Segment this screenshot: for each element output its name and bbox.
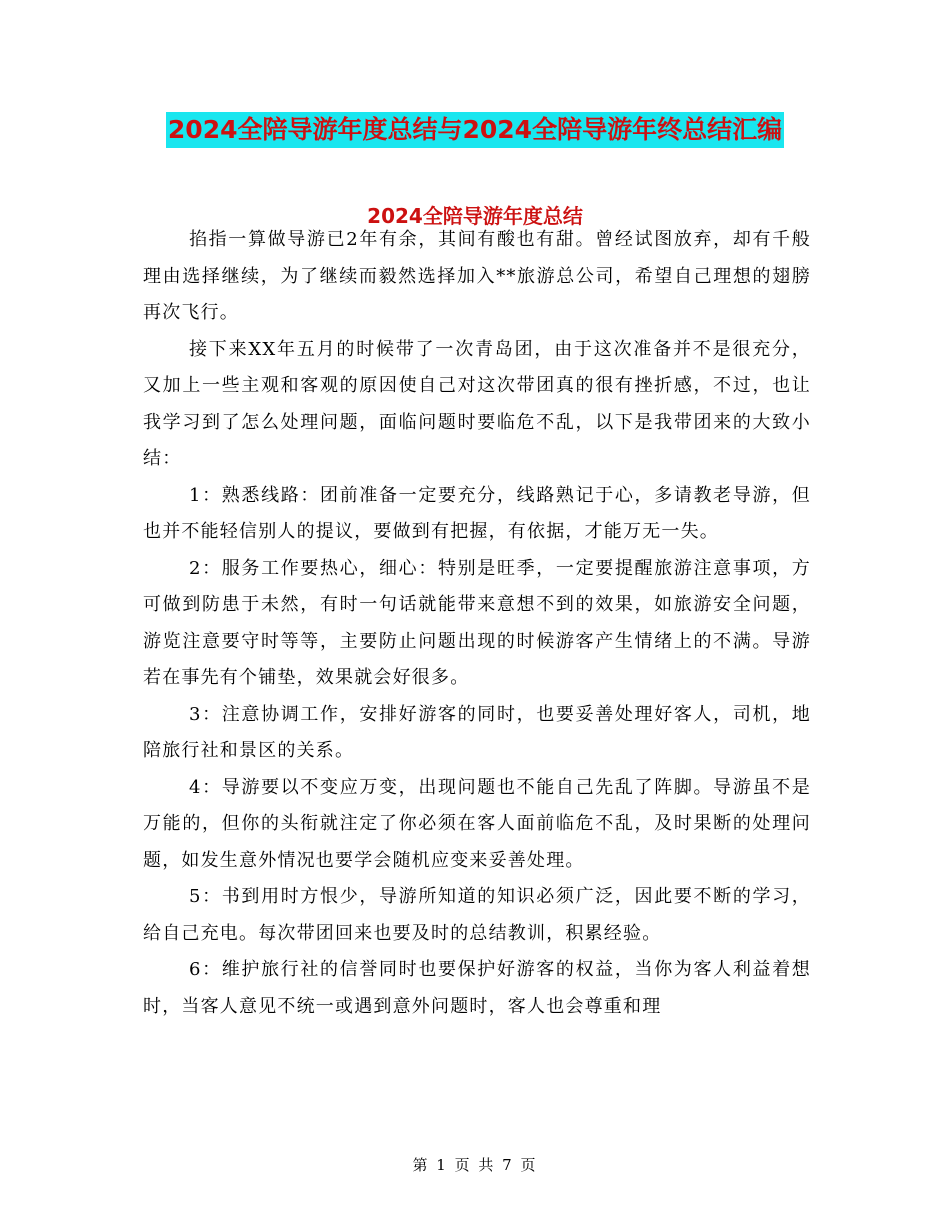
paragraph: 接下来XX年五月的时候带了一次青岛团，由于这次准备并不是很充分，又加上一些主观和客观的原因使自己对这次带团真的很有挫折感，不过，也让我学习到了怎么处理问题，面临问题时要临危不乱，以下是我带团来的大致小结： xyxy=(143,338,811,469)
paragraph: 6：维护旅行社的信誉同时也要保护好游客的权益，当你为客人利益着想时，当客人意见不统一或遇到意外问题时，客人也会尊重和理 xyxy=(143,959,811,1017)
paragraph: 4：导游要以不变应万变，出现问题也不能自己先乱了阵脚。导游虽不是万能的，但你的头衔就注定了你必须在客人面前临危不乱，及时果断的处理问题，如发生意外情况也要学会随机应变来妥善处理。 xyxy=(143,776,811,871)
body-text xyxy=(143,222,811,1025)
main-title: 2024全陪导游年度总结与2024全陪导游年终总结汇编 xyxy=(166,112,784,148)
paragraph: 3：注意协调工作，安排好游客的同时，也要妥善处理好客人，司机，地陪旅行社和景区的关系。 xyxy=(143,703,811,761)
paragraph: 5：书到用时方恨少，导游所知道的知识必须广泛，因此要不断的学习，给自己充电。每次带团回来也要及时的总结教训，积累经验。 xyxy=(143,886,811,944)
page-number-footer: 第 1 页 共 7 页 xyxy=(412,1156,538,1174)
paragraph: 掐指一算做导游已2年有余，其间有酸也有甜。曾经试图放弃，却有千般理由选择继续，为了继续而毅然选择加入**旅游总公司，希望自己理想的翅膀再次飞行。 xyxy=(143,229,811,323)
paragraph: 2：服务工作要热心，细心：特别是旺季，一定要提醒旅游注意事项，方可做到防患于未然，有时一句话就能带来意想不到的效果，如旅游安全问题，游览注意要守时等等，主要防止问题出现的时候游客产生情绪上的不满。导游若在事先有个铺垫，效果就会好很多。 xyxy=(143,557,811,688)
section-title: 2024全陪导游年度总结 xyxy=(367,204,583,228)
main-title-container xyxy=(0,112,950,148)
paragraph: 1：熟悉线路：团前准备一定要充分，线路熟记于心，多请教老导游，但也并不能轻信别人的提议，要做到有把握，有依据，才能万无一失。 xyxy=(143,484,811,542)
